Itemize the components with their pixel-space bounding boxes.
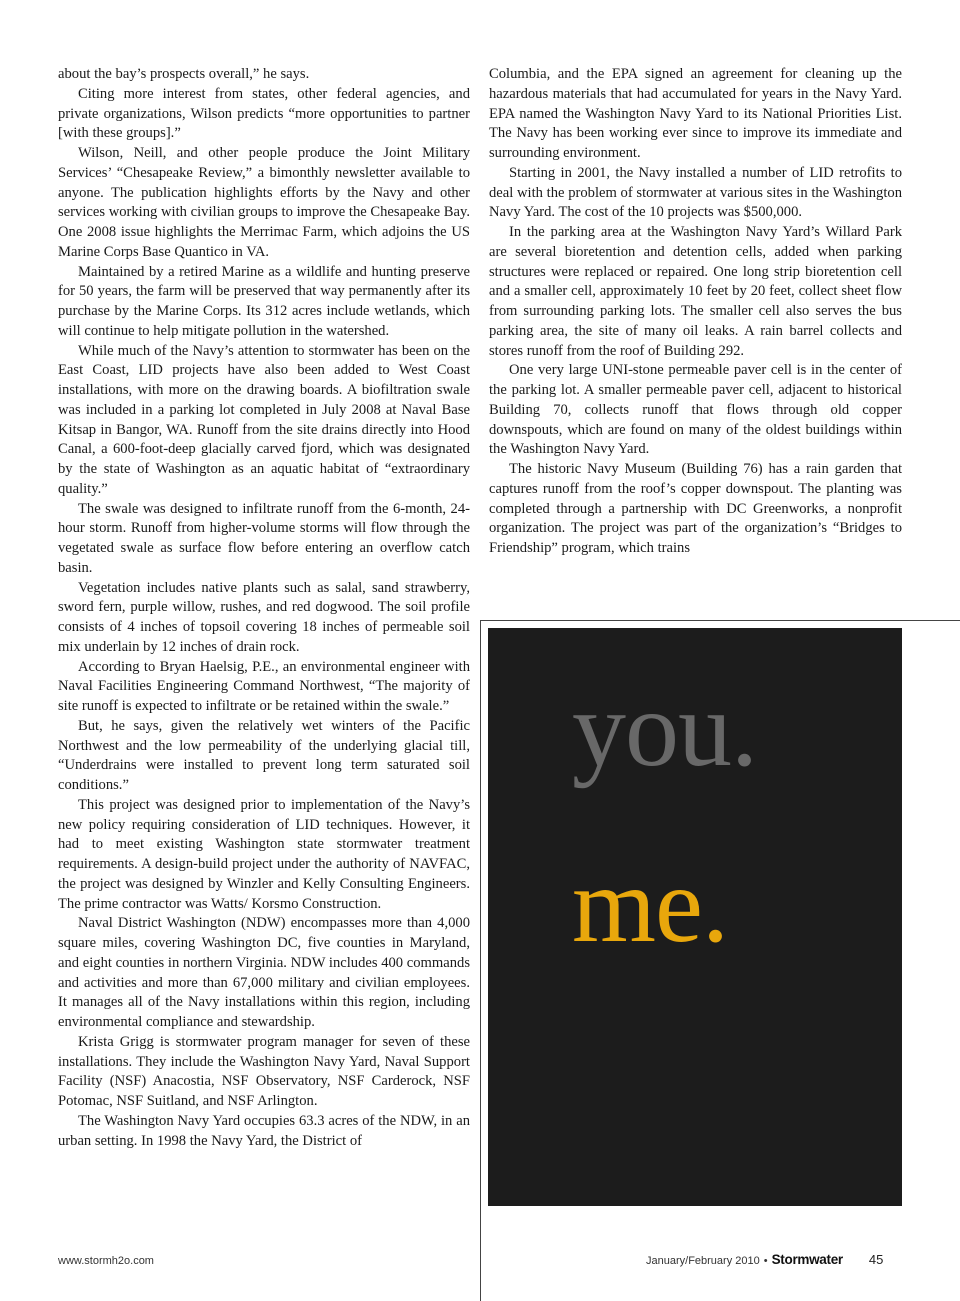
paragraph: This project was designed prior to implementation of the Navy’s new policy requiring consideration of LID techniques. However, it had to meet existing Washington state stormwater treatment requirements. A design-build project under the authority of NAVFAC, the project was designed by Winzler and Kelly Consulting Engineers. The prime contractor was Watts/ Korsmo Construction. — [58, 796, 470, 912]
ad-headline-you: you. — [572, 670, 757, 789]
paragraph: Naval District Washington (NDW) encompasses more than 4,000 square miles, covering Washington DC, five counties in Maryland, and eight counties in northern Virginia. NDW includes 400 commands and activities and more than 67,000 military and civilian employees. It manages all of the Navy installations within this region, including environmental compliance and stewardship. — [58, 915, 470, 1030]
paragraph: Maintained by a retired Marine as a wildlife and hunting preserve for 50 years, the farm will be preserved that way permanently after its purchase by the Marine Corps. Its 312 acres include wetlands, which will continue to help mitigate pollution in the watershed. — [58, 263, 470, 339]
paragraph: In the parking area at the Washington Navy Yard’s Willard Park are several bioretention and detention cells, added when parking structures were replaced or repaired. One long strip bioretention cell and a smaller cell, approximately 10 feet by 20 feet, collect sheet flow from surrounding parking lots. The smaller cell also serves the bus parking area, the site of many oil leaks. A rain barrel collects and stores runoff from the roof of Building 292. — [489, 224, 902, 359]
paragraph: Starting in 2001, the Navy installed a number of LID retrofits to deal with the problem of stormwater at various sites in the Washington Navy Yard. The cost of the 10 projects was $500,000. — [489, 164, 902, 221]
paragraph: about the bay’s prospects overall,” he says. — [58, 66, 310, 82]
paragraph: The Washington Navy Yard occupies 63.3 acres of the NDW, in an urban setting. In 1998 the Navy Yard, the District of — [58, 1112, 470, 1149]
ad-headline-me: me. — [572, 846, 728, 965]
advertisement — [488, 628, 902, 1206]
footer-url: www.stormh2o.com — [58, 1255, 154, 1267]
paragraph: The swale was designed to infiltrate runoff from the 6-month, 24-hour storm. Runoff from higher-volume storms will flow through the vegetated swale as surface flow before entering an overflow catch basin. — [58, 500, 470, 576]
paragraph: Vegetation includes native plants such as salal, sand strawberry, sword fern, purple willow, rushes, and red dogwood. The soil profile consists of 4 inches of topsoil covering 18 inches of permeable soil mix underlain by 12 inches of drain rock. — [58, 579, 470, 655]
issue-date: January/February 2010 — [646, 1255, 760, 1267]
paragraph: One very large UNI-stone permeable paver cell is in the center of the parking lot. A smaller permeable paver cell, adjacent to historical Building 70, collects runoff that flows through old copper downspouts, which are found on many of the oldest buildings within the Washington Navy Yard. — [489, 362, 902, 458]
paragraph: According to Bryan Haelsig, P.E., an environmental engineer with Naval Facilities Engineering Command Northwest, “The majority of site runoff is expected to infiltrate or be retained within the swale.” — [58, 658, 470, 714]
bullet-separator: • — [763, 1255, 768, 1267]
article-column-right — [489, 65, 902, 559]
paragraph: Krista Grigg is stormwater program manager for seven of these installations. They include the Washington Navy Yard, Naval Support Facility (NSF) Anacostia, NSF Observatory, NSF Carderock, NSF Potomac, NSF Suitland, and NSF Arlington. — [58, 1033, 470, 1109]
page-number: 45 — [868, 1252, 884, 1267]
paragraph: But, he says, given the relatively wet winters of the Pacific Northwest and the low permeability of the underlying glacial till, “Underdrains were installed to prevent long term saturated soil conditions.” — [58, 717, 470, 793]
paragraph: The historic Navy Museum (Building 76) has a rain garden that captures runoff from the roof’s copper downspout. The planting was completed through a partnership with DC Greenworks, a nonprofit organization. The project was part of the organization’s “Bridges to Friendship” program, which trains — [489, 461, 902, 556]
paragraph: While much of the Navy’s attention to stormwater has been on the East Coast, LID projects have also been added to West Coast installations, with more on the drawing boards. A biofiltration swale was included in a parking lot completed in July 2008 at Naval Base Kitsap in Bangor, WA. Runoff from the site drains directly into Hood Canal, a 600-foot-deep glacially carved fjord, which was designated by the state of Washington as an aquatic habitat of “extraordinary quality.” — [58, 342, 470, 497]
paragraph: Columbia, and the EPA signed an agreement for cleaning up the hazardous materials that had accumulated for years in the Navy Yard. EPA named the Washington Navy Yard to its National Priorities List. The Navy has been working ever since to improve its immediate and surrounding environment. — [489, 66, 902, 161]
magazine-name: Stormwater — [771, 1252, 843, 1267]
paragraph: Wilson, Neill, and other people produce the Joint Military Services’ “Chesapeake Review,” a bimonthly newsletter available to anyone. The publication highlights efforts by the Navy and other services working with civilian groups to improve the Chesapeake Bay. One 2008 issue highlights the Merrimac Farm, which adjoins the US Marine Corps Base Quantico in VA. — [58, 145, 470, 260]
article-column-left — [58, 65, 470, 1151]
footer-issue-info — [646, 1252, 883, 1267]
paragraph: Citing more interest from states, other federal agencies, and private organizations, Wilson predicts “more opportunities to partner [with these groups].” — [58, 85, 470, 142]
